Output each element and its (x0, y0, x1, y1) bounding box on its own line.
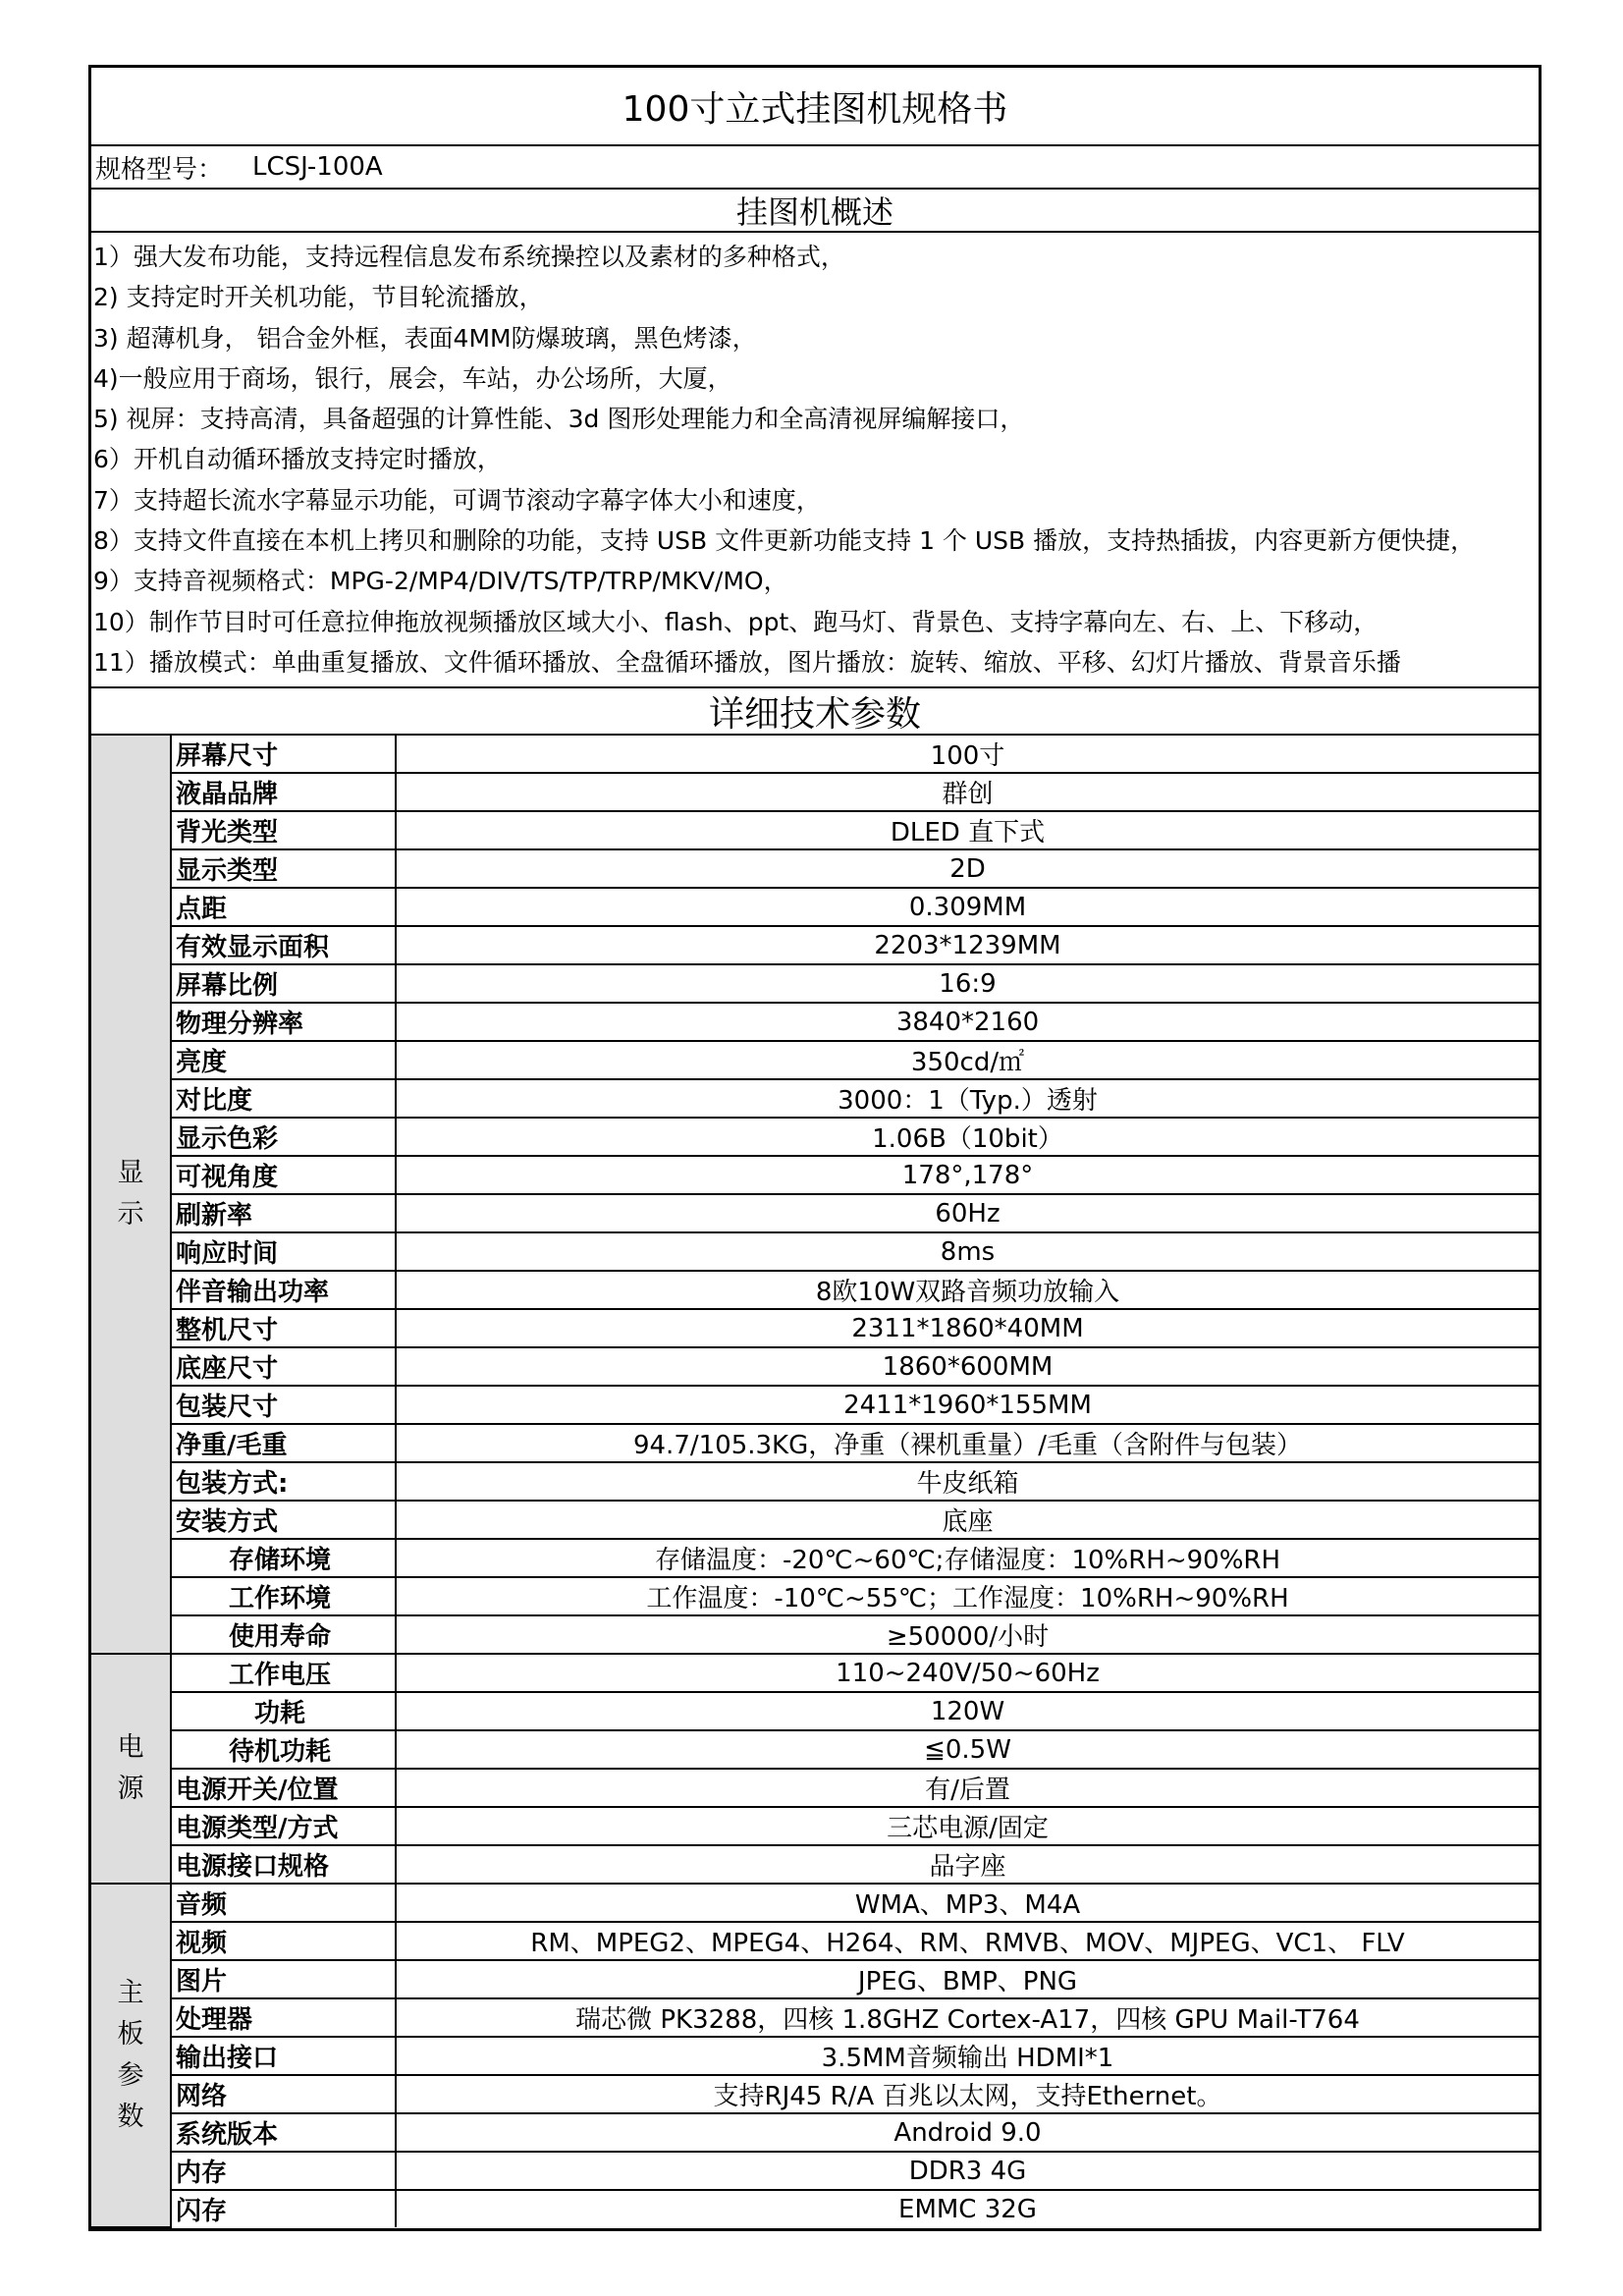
spec-sheet (88, 65, 1542, 2231)
spec-row (91, 1462, 1539, 1501)
spec-label: 刷新率 (171, 1194, 396, 1232)
spec-value: 110~240V/50~60Hz (396, 1654, 1539, 1692)
spec-row (91, 2152, 1539, 2190)
overview-item: 8）支持文件直接在本机上拷贝和删除的功能，支持 USB 文件更新功能支持 1 个 USB 播放，支持热插拔，内容更新方便快捷， (93, 526, 1476, 556)
spec-row (91, 773, 1539, 811)
spec-row (91, 1922, 1539, 1960)
overview-list (91, 233, 1539, 688)
spec-row (91, 2190, 1539, 2227)
spec-category (91, 736, 171, 1654)
spec-row (91, 1807, 1539, 1845)
spec-row (91, 1501, 1539, 1539)
spec-value: 2411*1960*155MM (396, 1386, 1539, 1424)
overview-heading: 挂图机概述 (91, 190, 1539, 233)
spec-category-label: 主板参数 (117, 1978, 144, 2133)
spec-label: 电源开关/位置 (171, 1769, 396, 1807)
spec-value: 2311*1860*40MM (396, 1309, 1539, 1347)
spec-value: DDR3 4G (396, 2152, 1539, 2190)
spec-row (91, 1730, 1539, 1769)
spec-label: 音频 (171, 1884, 396, 1922)
spec-value: 8ms (396, 1232, 1539, 1271)
spec-row (91, 1347, 1539, 1386)
spec-value: 8欧10W双路音频功放输入 (396, 1271, 1539, 1309)
overview-item: 2) 支持定时开关机功能，节目轮流播放， (93, 283, 544, 312)
spec-label: 工作环境 (171, 1577, 396, 1615)
spec-label: 物理分辨率 (171, 1003, 396, 1041)
spec-row (91, 1194, 1539, 1232)
spec-row (91, 1769, 1539, 1807)
spec-category (91, 1884, 171, 2227)
spec-value: 瑞芯微 PK3288，四核 1.8GHZ Cortex-A17，四核 GPU Mail-T764 (396, 1998, 1539, 2037)
spec-label: 处理器 (171, 1998, 396, 2037)
spec-value: 1860*600MM (396, 1347, 1539, 1386)
spec-label: 伴音输出功率 (171, 1271, 396, 1309)
spec-value: 群创 (396, 773, 1539, 811)
overview-item: 11）播放模式：单曲重复播放、文件循环播放、全盘循环播放，图片播放：旋转、缩放、平移、幻灯片播放、背景音乐播 (93, 647, 1401, 677)
spec-row (91, 1041, 1539, 1079)
spec-row (91, 1692, 1539, 1730)
spec-row (91, 1003, 1539, 1041)
spec-label: 工作电压 (171, 1654, 396, 1692)
spec-row (91, 1884, 1539, 1922)
spec-row (91, 1654, 1539, 1692)
spec-value: 2203*1239MM (396, 926, 1539, 964)
spec-category-label: 电源 (117, 1732, 144, 1805)
spec-value: 120W (396, 1692, 1539, 1730)
spec-label: 功耗 (171, 1692, 396, 1730)
spec-row (91, 888, 1539, 926)
spec-label: 亮度 (171, 1041, 396, 1079)
model-row (91, 146, 1539, 190)
overview-item: 9）支持音视频格式：MPG-2/MP4/DIV/TS/TP/TRP/MKV/MO， (93, 567, 788, 596)
spec-label: 对比度 (171, 1079, 396, 1118)
spec-label: 安装方式 (171, 1501, 396, 1539)
spec-value: EMMC 32G (396, 2190, 1539, 2227)
spec-value: 2D (396, 849, 1539, 888)
document-title: 100寸立式挂图机规格书 (91, 68, 1539, 146)
spec-value: 3000：1（Typ.）透射 (396, 1079, 1539, 1118)
spec-label: 网络 (171, 2075, 396, 2113)
spec-value: 1.06B（10bit） (396, 1118, 1539, 1156)
spec-row (91, 849, 1539, 888)
overview-item: 7）支持超长流水字幕显示功能，可调节滚动字幕字体大小和速度， (93, 485, 821, 515)
spec-value: 牛皮纸箱 (396, 1462, 1539, 1501)
spec-value: 3.5MM音频输出 HDMI*1 (396, 2037, 1539, 2075)
overview-item: 3) 超薄机身， 铝合金外框，表面4MM防爆玻璃，黑色烤漆， (93, 323, 757, 353)
spec-value: Android 9.0 (396, 2113, 1539, 2152)
spec-label: 电源接口规格 (171, 1845, 396, 1884)
spec-label: 内存 (171, 2152, 396, 2190)
spec-label: 显示类型 (171, 849, 396, 888)
overview-item: 1）强大发布功能，支持远程信息发布系统操控以及素材的多种格式， (93, 243, 845, 271)
overview-item: 5) 视屏：支持高清，具备超强的计算性能、3d 图形处理能力和全高清视屏编解接口， (93, 405, 1025, 434)
spec-label: 包装尺寸 (171, 1386, 396, 1424)
spec-category-label: 显示 (117, 1158, 144, 1230)
spec-value: 350cd/㎡ (396, 1041, 1539, 1079)
spec-label: 整机尺寸 (171, 1309, 396, 1347)
spec-row (91, 1424, 1539, 1462)
spec-label: 待机功耗 (171, 1730, 396, 1769)
spec-label: 电源类型/方式 (171, 1807, 396, 1845)
spec-label: 背光类型 (171, 811, 396, 849)
spec-row (91, 1998, 1539, 2037)
spec-label: 图片 (171, 1960, 396, 1998)
model-value: LCSJ-100A (252, 152, 383, 182)
spec-label: 屏幕尺寸 (171, 736, 396, 773)
spec-value: 工作温度：-10℃~55℃；工作湿度：10%RH~90%RH (396, 1577, 1539, 1615)
spec-value: 0.309MM (396, 888, 1539, 926)
spec-label: 系统版本 (171, 2113, 396, 2152)
spec-row (91, 1386, 1539, 1424)
spec-label: 输出接口 (171, 2037, 396, 2075)
spec-label: 使用寿命 (171, 1615, 396, 1654)
overview-item: 10）制作节目时可任意拉伸拖放视频播放区域大小、flash、ppt、跑马灯、背景色、支持字幕向左、右、上、下移动， (93, 607, 1379, 636)
spec-value: 178°,178° (396, 1156, 1539, 1194)
spec-label: 可视角度 (171, 1156, 396, 1194)
spec-row (91, 1156, 1539, 1194)
overview-item: 4)一般应用于商场，银行，展会，车站，办公场所，大厦， (93, 363, 732, 393)
spec-value: 94.7/105.3KG，净重（裸机重量）/毛重（含附件与包装） (396, 1424, 1539, 1462)
spec-row (91, 2037, 1539, 2075)
spec-table (91, 736, 1539, 2228)
spec-row (91, 1960, 1539, 1998)
spec-row (91, 926, 1539, 964)
spec-category (91, 1654, 171, 1884)
spec-row (91, 2113, 1539, 2152)
spec-label: 显示色彩 (171, 1118, 396, 1156)
spec-value: ≥50000/小时 (396, 1615, 1539, 1654)
spec-label: 闪存 (171, 2190, 396, 2227)
spec-row (91, 1615, 1539, 1654)
spec-row (91, 1079, 1539, 1118)
spec-value: RM、MPEG2、MPEG4、H264、RM、RMVB、MOV、MJPEG、VC1、 FLV (396, 1922, 1539, 1960)
spec-label: 底座尺寸 (171, 1347, 396, 1386)
spec-label: 包装方式: (171, 1462, 396, 1501)
spec-heading: 详细技术参数 (91, 688, 1539, 736)
spec-value: 存储温度：-20℃~60℃;存储湿度：10%RH~90%RH (396, 1539, 1539, 1577)
spec-value: 60Hz (396, 1194, 1539, 1232)
spec-value: JPEG、BMP、PNG (396, 1960, 1539, 1998)
spec-value: 品字座 (396, 1845, 1539, 1884)
spec-label: 净重/毛重 (171, 1424, 396, 1462)
spec-value: 支持RJ45 R/A 百兆以太网，支持Ethernet。 (396, 2075, 1539, 2113)
spec-label: 液晶品牌 (171, 773, 396, 811)
spec-row (91, 1232, 1539, 1271)
spec-row (91, 1845, 1539, 1884)
spec-value: WMA、MP3、M4A (396, 1884, 1539, 1922)
spec-value: 100寸 (396, 736, 1539, 773)
spec-value: 有/后置 (396, 1769, 1539, 1807)
spec-value: 16:9 (396, 964, 1539, 1003)
spec-label: 点距 (171, 888, 396, 926)
spec-row (91, 811, 1539, 849)
spec-row (91, 1577, 1539, 1615)
spec-value: 3840*2160 (396, 1003, 1539, 1041)
spec-value: ≦0.5W (396, 1730, 1539, 1769)
model-label: 规格型号： (95, 154, 224, 185)
spec-label: 存储环境 (171, 1539, 396, 1577)
spec-row (91, 1271, 1539, 1309)
spec-value: DLED 直下式 (396, 811, 1539, 849)
spec-row (91, 1118, 1539, 1156)
spec-row (91, 964, 1539, 1003)
overview-item: 6）开机自动循环播放支持定时播放， (93, 445, 502, 474)
spec-row (91, 1539, 1539, 1577)
spec-label: 屏幕比例 (171, 964, 396, 1003)
spec-row (91, 736, 1539, 773)
spec-row (91, 2075, 1539, 2113)
spec-row (91, 1309, 1539, 1347)
spec-label: 视频 (171, 1922, 396, 1960)
spec-value: 三芯电源/固定 (396, 1807, 1539, 1845)
spec-label: 有效显示面积 (171, 926, 396, 964)
spec-value: 底座 (396, 1501, 1539, 1539)
spec-label: 响应时间 (171, 1232, 396, 1271)
